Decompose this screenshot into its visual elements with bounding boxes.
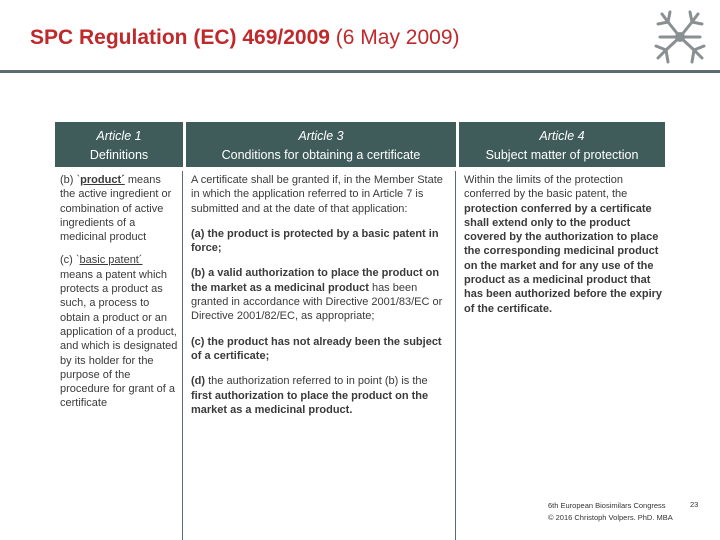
article-3-body <box>186 171 456 540</box>
article-4-text-plain: Within the limits of the protection conferred by the basic patent, the <box>464 174 628 201</box>
definition-basic-patent <box>60 253 178 410</box>
title-date: (6 May 2009) <box>329 26 460 49</box>
article-1-number: Article 1 <box>96 129 142 143</box>
definition-basic-patent-text: means a patent which protects a product as such, a process to obtain a product or an application of a product, and which is designated by its holder for the purpose of the procedure for grant of a certificate <box>60 268 178 410</box>
condition-d <box>191 374 449 417</box>
definition-basic-patent-term: basic patent´ <box>79 254 143 267</box>
title-divider <box>0 70 720 73</box>
article-3-intro: A certificate shall be granted if, in the Member State in which the application referred to in Article 7 is submitted and at the date of that application: <box>191 174 443 215</box>
footer-credit <box>548 500 673 524</box>
footer-copyright: © 2016 Christoph Volpers. PhD. MBA <box>548 513 673 522</box>
article-4-number: Article 4 <box>539 129 585 143</box>
page-title <box>30 26 460 50</box>
condition-d-text: the authorization referred to in point (b) is the <box>205 375 428 388</box>
condition-c: (c) the product has not already been the subject of a certificate; <box>191 335 442 362</box>
definition-product-prefix: (b) ` <box>60 174 81 186</box>
article-4-header <box>459 122 665 167</box>
article-4-text <box>464 173 663 316</box>
definition-product <box>60 173 178 244</box>
footer-congress: 6th European Biosimilars Congress <box>548 501 666 510</box>
condition-b <box>191 266 449 323</box>
article-1-heading: Definitions <box>89 148 149 162</box>
condition-b-bold: (b) a valid authorization to place the product on the market as a medicinal product <box>191 267 440 294</box>
article-3-number: Article 3 <box>298 129 344 143</box>
definition-product-term: product´ <box>80 174 125 186</box>
page-number: 23 <box>690 500 699 509</box>
article-3-heading: Conditions for obtaining a certificate <box>221 148 421 162</box>
article-4-heading: Subject matter of protection <box>485 148 639 162</box>
condition-a: (a) the product is protected by a basic patent in force; <box>191 227 439 255</box>
definition-basic-patent-prefix: (c) ` <box>60 254 80 267</box>
network-logo-icon <box>652 8 708 66</box>
article-4-body <box>459 171 665 540</box>
condition-b-text: has been granted in accordance with Directive 2001/83/EC or Directive 2001/82/EC, as appropriate; <box>191 281 443 323</box>
article-1-body <box>55 171 183 540</box>
condition-d-bold: first authorization to place the product on the market as a medicinal product. <box>191 389 429 416</box>
article-4-text-bold: protection conferred by a certificate shall extend only to the product covered by the authorization to place the corresponding medicinal product on the market and for any use of the product as a medicinal product that has been authorized before the expiry of the certificate. <box>464 202 663 315</box>
article-1-header <box>55 122 183 167</box>
title-main: SPC Regulation (EC) 469/2009 <box>30 26 330 49</box>
condition-d-label: (d) <box>191 375 206 388</box>
article-3-header <box>186 122 456 167</box>
definition-product-text: means the active ingredient or combination of active ingredients of a medicinal product <box>60 174 172 244</box>
